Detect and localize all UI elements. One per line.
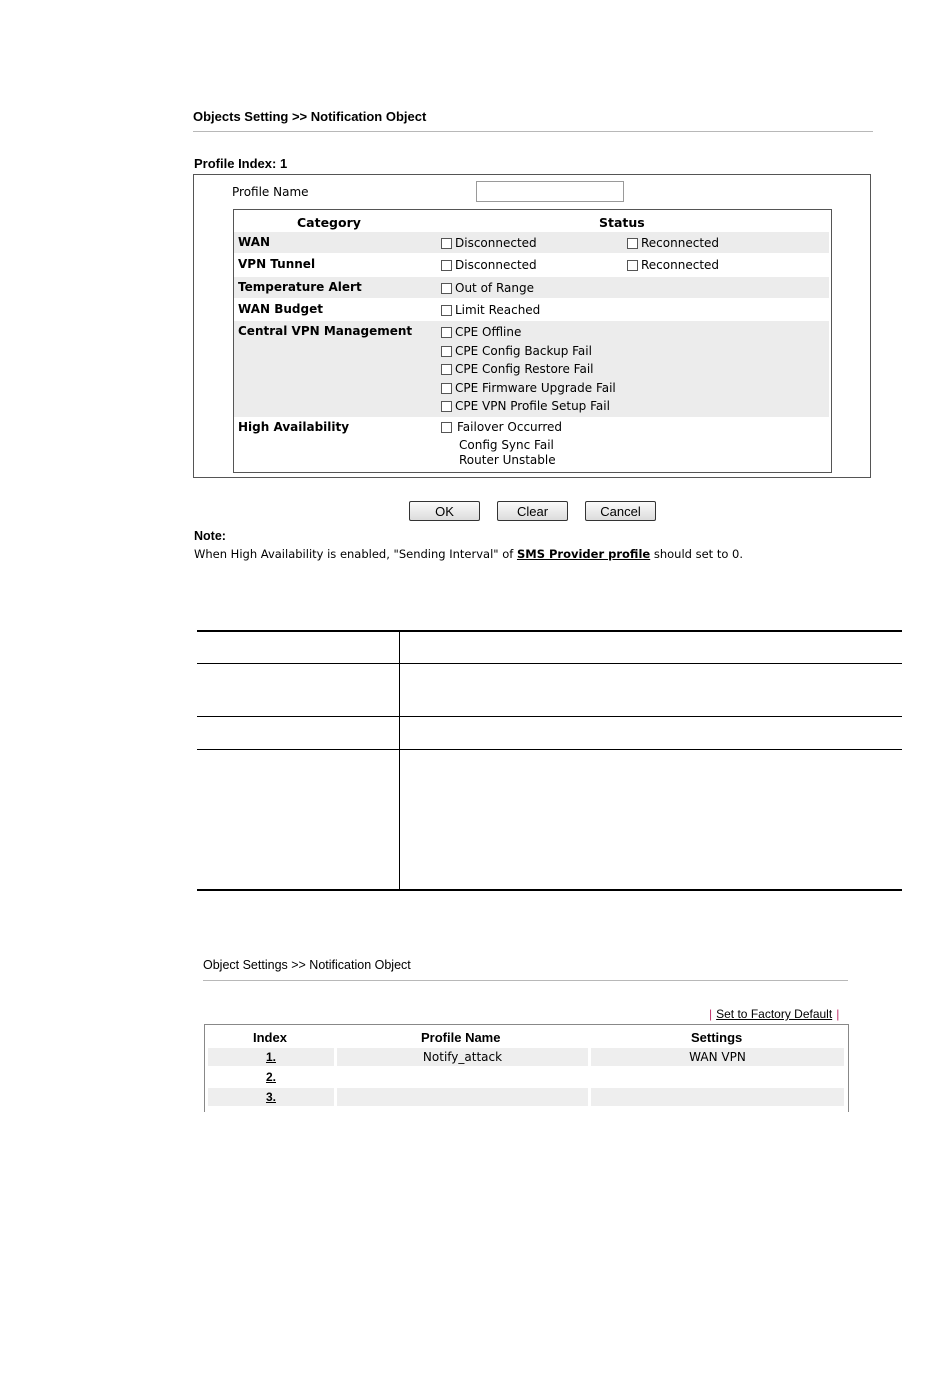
table-row-settings-cell	[591, 1088, 844, 1106]
option-label: Failover Occurred	[457, 420, 563, 434]
table-top-rule	[197, 630, 902, 632]
profile-name-label: Profile Name	[232, 185, 309, 199]
ok-button[interactable]: OK	[409, 501, 480, 521]
option-label: Out of Range	[455, 281, 534, 295]
index-link[interactable]: 1.	[265, 1050, 276, 1064]
vpn-reconnected-option[interactable]	[627, 258, 719, 272]
profile-name-input[interactable]	[476, 181, 624, 202]
option-label: Reconnected	[641, 258, 720, 272]
separator-pipe: |	[709, 1007, 713, 1021]
breadcrumb-secondary-divider	[203, 980, 848, 981]
separator-pipe: |	[836, 1007, 840, 1021]
sms-provider-profile-link[interactable]: SMS Provider profile	[516, 547, 651, 561]
note-text	[194, 547, 743, 561]
wan-disconnected-checkbox[interactable]	[441, 238, 452, 249]
option-label: CPE VPN Profile Setup Fail	[455, 399, 610, 413]
cpe-offline-checkbox[interactable]	[441, 327, 452, 338]
breadcrumb-secondary: Object Settings >> Notification Object	[203, 958, 411, 972]
table-row-profile-cell	[337, 1068, 588, 1086]
set-to-factory-default-link[interactable]: Set to Factory Default	[716, 1007, 833, 1021]
cpe-vpn-profile-setup-fail-checkbox[interactable]	[441, 401, 452, 412]
table-row-rule	[197, 716, 902, 717]
table-row-rule	[197, 663, 902, 664]
category-wan-budget: WAN Budget	[238, 302, 323, 316]
table-row-index-cell[interactable]	[208, 1068, 334, 1086]
cancel-button[interactable]: Cancel	[585, 501, 656, 521]
table-column-divider	[399, 631, 400, 890]
breadcrumb: Objects Setting >> Notification Object	[193, 109, 427, 124]
category-temperature-alert: Temperature Alert	[238, 280, 362, 294]
ha-failover-occurred-option[interactable]	[441, 420, 562, 434]
clear-button[interactable]: Clear	[497, 501, 568, 521]
ha-router-unstable-label: Router Unstable	[459, 453, 556, 467]
option-label: Limit Reached	[455, 303, 541, 317]
cpe-vpn-profile-setup-fail-option[interactable]	[441, 399, 610, 413]
vpn-reconnected-checkbox[interactable]	[627, 260, 638, 271]
option-label: CPE Offline	[455, 325, 522, 339]
option-label: CPE Firmware Upgrade Fail	[455, 381, 616, 395]
wan-reconnected-checkbox[interactable]	[627, 238, 638, 249]
temperature-out-of-range-checkbox[interactable]	[441, 283, 452, 294]
vpn-disconnected-checkbox[interactable]	[441, 260, 452, 271]
table-row-settings-cell	[591, 1068, 844, 1086]
table-row-profile-cell	[337, 1088, 588, 1106]
status-header: Status	[599, 215, 645, 230]
breadcrumb-divider	[193, 131, 873, 132]
option-label: CPE Config Backup Fail	[455, 344, 592, 358]
index-link[interactable]: 2.	[265, 1070, 276, 1084]
table-row-settings-cell: WAN VPN	[591, 1048, 844, 1066]
budget-limit-reached-option[interactable]	[441, 303, 540, 317]
profile-name-header: Profile Name	[421, 1030, 501, 1045]
option-label: Disconnected	[455, 258, 537, 272]
category-central-vpn-management: Central VPN Management	[238, 324, 413, 338]
index-link[interactable]: 3.	[265, 1090, 276, 1104]
budget-limit-reached-checkbox[interactable]	[441, 305, 452, 316]
cpe-config-restore-fail-option[interactable]	[441, 362, 594, 376]
ha-failover-occurred-checkbox[interactable]	[441, 422, 452, 433]
profile-index-label: Profile Index: 1	[194, 156, 288, 171]
settings-header: Settings	[691, 1030, 743, 1045]
note-title: Note:	[194, 529, 226, 543]
option-label: CPE Config Restore Fail	[455, 362, 594, 376]
factory-default-bar	[709, 1007, 839, 1021]
index-header: Index	[253, 1030, 287, 1045]
cpe-config-backup-fail-option[interactable]	[441, 344, 592, 358]
wan-reconnected-option[interactable]	[627, 236, 719, 250]
cpe-firmware-upgrade-fail-checkbox[interactable]	[441, 383, 452, 394]
option-label: Reconnected	[641, 236, 720, 250]
category-vpn-tunnel: VPN Tunnel	[238, 257, 316, 271]
table-row-index-cell[interactable]	[208, 1088, 334, 1106]
note-text-after: should set to 0.	[650, 547, 744, 561]
note-text-before: When High Availability is enabled, "Sending Interval" of	[194, 547, 517, 561]
table-row-profile-cell: Notify_attack	[337, 1048, 588, 1066]
temperature-out-of-range-option[interactable]	[441, 281, 534, 295]
option-label: Disconnected	[455, 236, 537, 250]
table-row-index-cell[interactable]	[208, 1048, 334, 1066]
category-header: Category	[297, 215, 361, 230]
cpe-firmware-upgrade-fail-option[interactable]	[441, 381, 616, 395]
wan-disconnected-option[interactable]	[441, 236, 537, 250]
vpn-disconnected-option[interactable]	[441, 258, 537, 272]
ha-config-sync-fail-label: Config Sync Fail	[459, 438, 554, 452]
cpe-config-backup-fail-checkbox[interactable]	[441, 346, 452, 357]
cpe-offline-option[interactable]	[441, 325, 521, 339]
table-row-rule	[197, 749, 902, 750]
table-bottom-rule	[197, 889, 902, 891]
category-high-availability: High Availability	[238, 420, 350, 434]
cpe-config-restore-fail-checkbox[interactable]	[441, 364, 452, 375]
category-wan: WAN	[238, 235, 271, 249]
